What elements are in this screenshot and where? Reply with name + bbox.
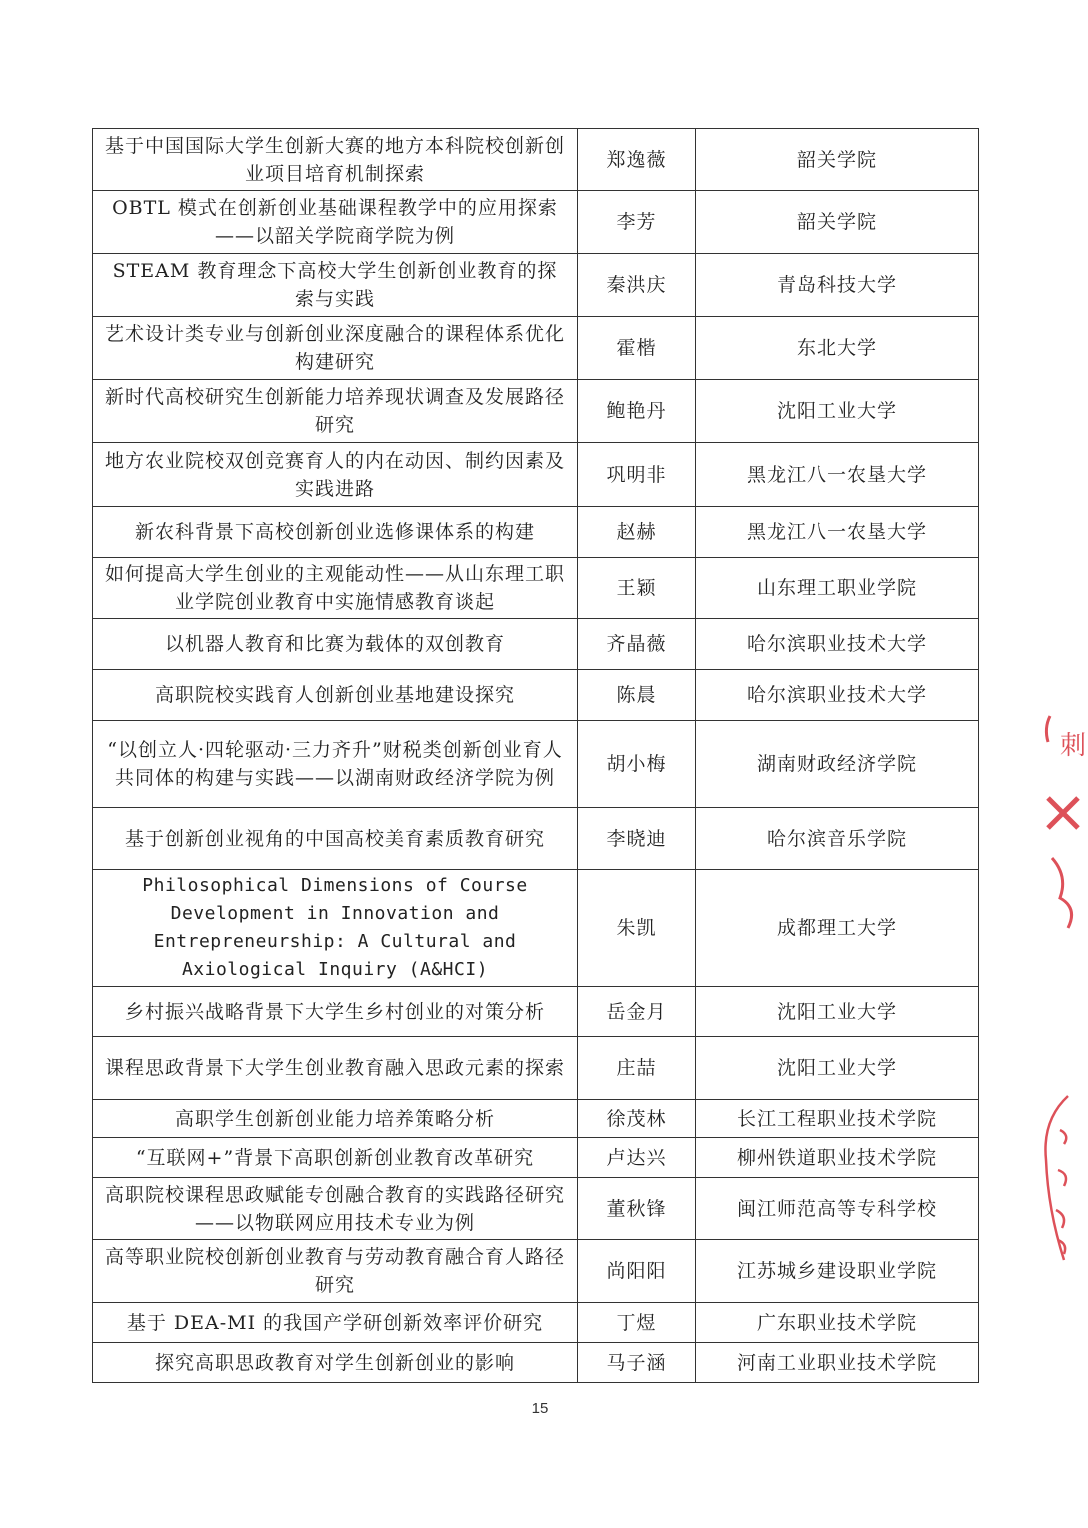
table-body bbox=[93, 129, 979, 1383]
table-row bbox=[93, 670, 979, 721]
author-cell: 赵赫 bbox=[578, 507, 696, 558]
author-cell: 郑逸薇 bbox=[578, 129, 696, 191]
table-row bbox=[93, 1343, 979, 1383]
author-cell: 尚阳阳 bbox=[578, 1240, 696, 1303]
institution-cell: 江苏城乡建设职业学院 bbox=[696, 1240, 979, 1303]
author-cell: 董秋锋 bbox=[578, 1178, 696, 1240]
institution-cell: 韶关学院 bbox=[696, 129, 979, 191]
project-title-cell: OBTL 模式在创新创业基础课程教学中的应用探索——以韶关学院商学院为例 bbox=[93, 191, 578, 254]
author-cell: 鲍艳丹 bbox=[578, 380, 696, 443]
table-row bbox=[93, 317, 979, 380]
institution-cell: 长江工程职业技术学院 bbox=[696, 1100, 979, 1138]
author-cell: 马子涵 bbox=[578, 1343, 696, 1383]
table-row bbox=[93, 1240, 979, 1303]
table-row bbox=[93, 558, 979, 619]
author-cell: 秦洪庆 bbox=[578, 254, 696, 317]
project-title-cell: 高职院校课程思政赋能专创融合教育的实践路径研究——以物联网应用技术专业为例 bbox=[93, 1178, 578, 1240]
project-title-cell: “互联网+”背景下高职创新创业教育改革研究 bbox=[93, 1138, 578, 1178]
table-row bbox=[93, 1178, 979, 1240]
institution-cell: 湖南财政经济学院 bbox=[696, 721, 979, 808]
author-cell: 卢达兴 bbox=[578, 1138, 696, 1178]
institution-cell: 沈阳工业大学 bbox=[696, 1037, 979, 1100]
table-row bbox=[93, 1138, 979, 1178]
institution-cell: 沈阳工业大学 bbox=[696, 380, 979, 443]
project-title-cell: 以机器人教育和比赛为载体的双创教育 bbox=[93, 619, 578, 670]
institution-cell: 东北大学 bbox=[696, 317, 979, 380]
table-row bbox=[93, 507, 979, 558]
author-cell: 李芳 bbox=[578, 191, 696, 254]
institution-cell: 青岛科技大学 bbox=[696, 254, 979, 317]
project-title-cell: Philosophical Dimensions of Course Development in Innovation and Entrepreneurship: A Cultural and Axiological Inquiry (A&HCI) bbox=[93, 870, 578, 987]
author-cell: 李晓迪 bbox=[578, 808, 696, 870]
table-row bbox=[93, 619, 979, 670]
institution-cell: 黑龙江八一农垦大学 bbox=[696, 507, 979, 558]
project-title-cell: 高职院校实践育人创新创业基地建设探究 bbox=[93, 670, 578, 721]
table-row bbox=[93, 129, 979, 191]
author-cell: 朱凯 bbox=[578, 870, 696, 987]
seal-fragment-bottom bbox=[1038, 1090, 1088, 1280]
institution-cell: 哈尔滨职业技术大学 bbox=[696, 619, 979, 670]
institution-cell: 柳州铁道职业技术学院 bbox=[696, 1138, 979, 1178]
table-row bbox=[93, 380, 979, 443]
institution-cell: 哈尔滨职业技术大学 bbox=[696, 670, 979, 721]
institution-cell: 闽江师范高等专科学校 bbox=[696, 1178, 979, 1240]
author-cell: 王颖 bbox=[578, 558, 696, 619]
project-title-cell: 新农科背景下高校创新创业选修课体系的构建 bbox=[93, 507, 578, 558]
table-row bbox=[93, 870, 979, 987]
table-row bbox=[93, 191, 979, 254]
table-row bbox=[93, 808, 979, 870]
project-title-cell: 课程思政背景下大学生创业教育融入思政元素的探索 bbox=[93, 1037, 578, 1100]
author-cell: 庄喆 bbox=[578, 1037, 696, 1100]
author-cell: 巩明非 bbox=[578, 443, 696, 507]
seal-fragment-top bbox=[1038, 708, 1088, 948]
institution-cell: 黑龙江八一农垦大学 bbox=[696, 443, 979, 507]
project-title-cell: 基于 DEA-MI 的我国产学研创新效率评价研究 bbox=[93, 1303, 578, 1343]
project-title-cell: 基于创新创业视角的中国高校美育素质教育研究 bbox=[93, 808, 578, 870]
project-title-cell: 探究高职思政教育对学生创新创业的影响 bbox=[93, 1343, 578, 1383]
table-row bbox=[93, 443, 979, 507]
author-cell: 霍楷 bbox=[578, 317, 696, 380]
institution-cell: 山东理工职业学院 bbox=[696, 558, 979, 619]
project-title-cell: 高等职业院校创新创业教育与劳动教育融合育人路径研究 bbox=[93, 1240, 578, 1303]
project-title-cell: 新时代高校研究生创新能力培养现状调查及发展路径研究 bbox=[93, 380, 578, 443]
project-title-cell: 乡村振兴战略背景下大学生乡村创业的对策分析 bbox=[93, 987, 578, 1037]
author-cell: 齐晶薇 bbox=[578, 619, 696, 670]
project-title-cell: “以创立人·四轮驱动·三力齐升”财税类创新创业育人共同体的构建与实践——以湖南财政经济学院为例 bbox=[93, 721, 578, 808]
project-title-cell: 地方农业院校双创竞赛育人的内在动因、制约因素及实践进路 bbox=[93, 443, 578, 507]
project-title-cell: STEAM 教育理念下高校大学生创新创业教育的探索与实践 bbox=[93, 254, 578, 317]
table-row bbox=[93, 1037, 979, 1100]
table-row bbox=[93, 721, 979, 808]
institution-cell: 成都理工大学 bbox=[696, 870, 979, 987]
table-row bbox=[93, 1100, 979, 1138]
project-title-cell: 艺术设计类专业与创新创业深度融合的课程体系优化构建研究 bbox=[93, 317, 578, 380]
institution-cell: 韶关学院 bbox=[696, 191, 979, 254]
project-title-cell: 如何提高大学生创业的主观能动性——从山东理工职业学院创业教育中实施情感教育谈起 bbox=[93, 558, 578, 619]
award-table bbox=[92, 128, 979, 1383]
table-row bbox=[93, 1303, 979, 1343]
author-cell: 徐茂林 bbox=[578, 1100, 696, 1138]
table-row bbox=[93, 987, 979, 1037]
project-title-cell: 基于中国国际大学生创新大赛的地方本科院校创新创业项目培育机制探索 bbox=[93, 129, 578, 191]
institution-cell: 广东职业技术学院 bbox=[696, 1303, 979, 1343]
institution-cell: 哈尔滨音乐学院 bbox=[696, 808, 979, 870]
author-cell: 胡小梅 bbox=[578, 721, 696, 808]
author-cell: 丁煜 bbox=[578, 1303, 696, 1343]
author-cell: 陈晨 bbox=[578, 670, 696, 721]
author-cell: 岳金月 bbox=[578, 987, 696, 1037]
table-row bbox=[93, 254, 979, 317]
institution-cell: 沈阳工业大学 bbox=[696, 987, 979, 1037]
project-title-cell: 高职学生创新创业能力培养策略分析 bbox=[93, 1100, 578, 1138]
institution-cell: 河南工业职业技术学院 bbox=[696, 1343, 979, 1383]
page-number: 15 bbox=[531, 1400, 549, 1417]
svg-text:刺: 刺 bbox=[1060, 731, 1087, 761]
